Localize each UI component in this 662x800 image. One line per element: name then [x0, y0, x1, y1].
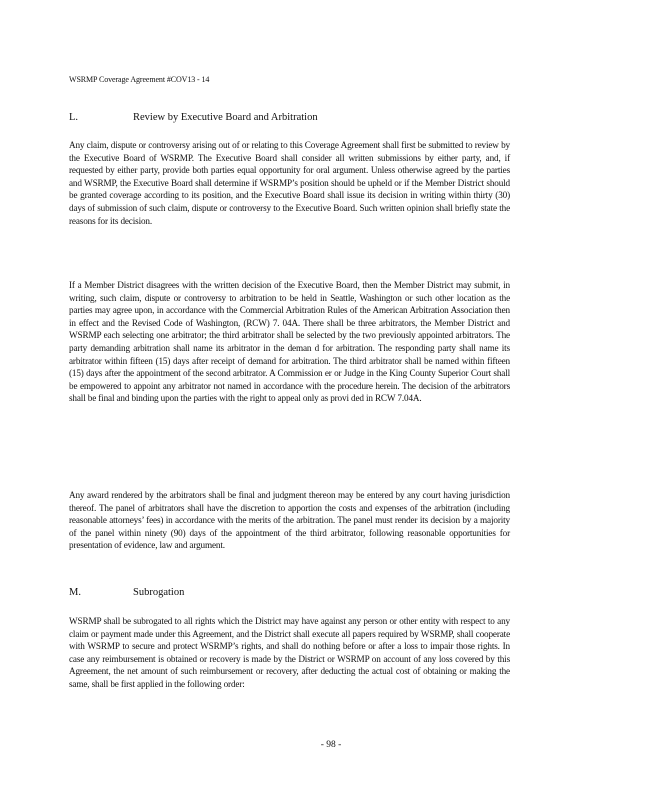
- section-title: Review by Executive Board and Arbitration: [133, 112, 318, 123]
- page-header: WSRMP Coverage Agreement #COV13 - 14: [69, 75, 210, 84]
- page-number: - 98 -: [320, 740, 342, 750]
- paragraph: Any award rendered by the arbitrators shall be final and judgment thereon may be entered by any court having jurisdiction thereof. The panel of arbitrators shall have the discretion to apportion the costs and expenses of the arbitration (including reasonable attorneys’ fees) in accordance with the merits of the arbitration. The panel must render its decision by a majority of the panel within ninety (90) days of the appointment of the third arbitrator, following reasonable opportunities for presentation of evidence, law and argument.: [69, 490, 510, 551]
- paragraph: If a Member District disagrees with the written decision of the Executive Board, then the Member District may submit, in writing, such claim, dispute or controversy to arbitration to be held in Seattle, Washington or such other location as the parties may agree upon, in accordance with the Commercial Arbitration Rules of the American Arbitration Association then in effect and the Revised Code of Washington, (RCW) 7. 04A. There shall be three arbitrators, the Member District and WSRMP each selecting one arbitrator; the third arbitrator shall be selected by the two previously appointed arbitrators. The party demanding arbitration shall name its arbitrator in the deman d for arbitration. The responding party shall name its arbitrator within fifteen (15) days after receipt of demand for arbitration. The third arbitrator shall be named within fifteen (15) days after the appointment of the second arbitrator. A Commission er or Judge in the King County Superior Court shall be empowered to appoint any arbitrator not named in accordance with the procedure herein. The decision of the arbitrators shall be final and binding upon the parties with the right to appeal only as provi ded in RCW 7.04A.: [69, 280, 510, 404]
- paragraph: WSRMP shall be subrogated to all rights which the District may have against any person or other entity with respect to any claim or payment made under this Agreement, and the District shall execute all papers required by WSRMP, shall cooperate with WSRMP to secure and protect WSRMP’s rights, and shall do nothing before or after a loss to impair those rights. In case any reimbursement is obtained or recovery is made by the District or WSRMP on account of any loss covered by this Agreement, the net amount of such reimbursement or recovery, after deducting the actual cost of obtaining or making the same, shall be first applied in the following order:: [69, 616, 510, 689]
- paragraph: Any claim, dispute or controversy arising out of or relating to this Coverage Agreement shall first be submitted to review by the Executive Board of WSRMP. The Executive Board shall consider all written submissions by either party, and, if requested by either party, provide both parties equal opportunity for oral argument. Unless otherwise agreed by the parties and WSRMP, the Executive Board shall determine if WSRMP’s position should be upheld or if the Member District should be granted coverage according to its position, and the Executive Board shall issue its decision in writing within thirty (30) days of submission of such claim, dispute or controversy to the Executive Board. Such written opinion shall briefly state the reasons for its decision.: [69, 140, 510, 226]
- section-number: L.: [69, 112, 79, 123]
- section-number: M.: [69, 587, 81, 598]
- section-heading-m: [69, 587, 184, 598]
- section-heading-l: [69, 112, 318, 123]
- section-title: Subrogation: [133, 587, 185, 598]
